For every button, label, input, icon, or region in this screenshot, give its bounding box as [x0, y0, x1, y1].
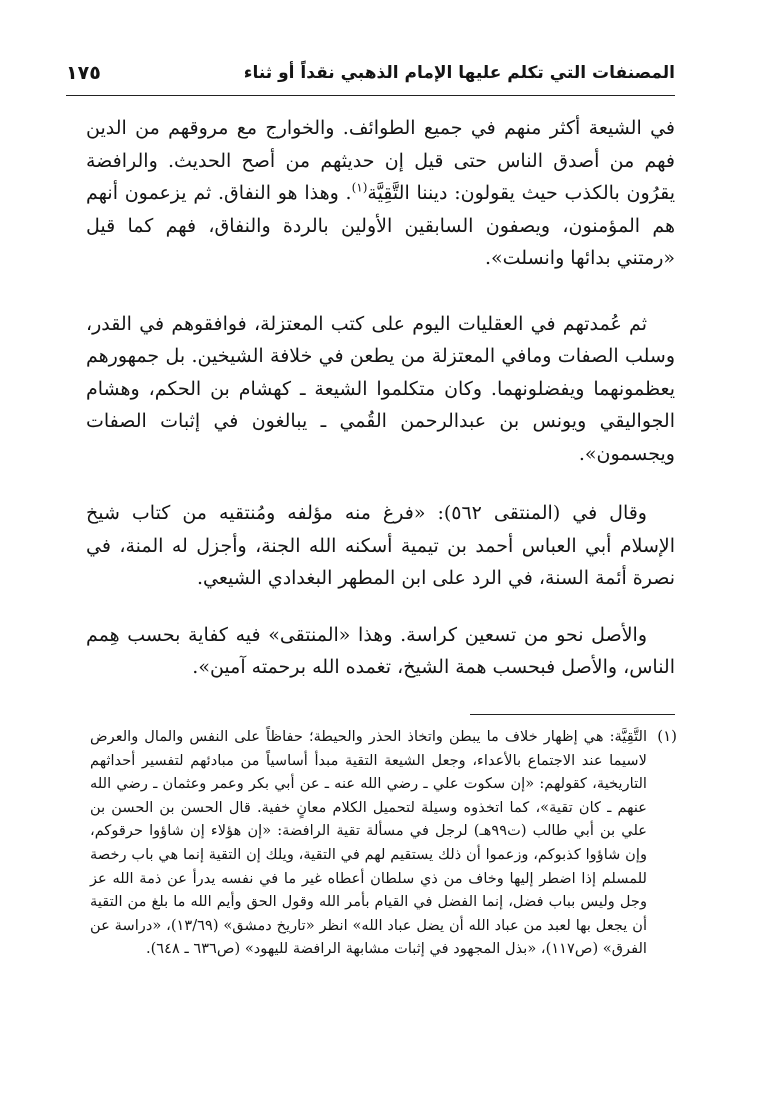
paragraph-1-start: في الشيعة أكثر منهم في جميع الطوائف. والخوارج مع مروقهم من الدين فهم من أصدق الناس حتى قيل إن حديثهم من أصح الحديث. والرافضة يقرُون بالكذب حيث يقولون: ديننا التَّقِيَّة [86, 117, 676, 204]
page-header [66, 60, 675, 90]
running-title: المصنفات التي تكلم عليها الإمام الذهبي نقداً أو ثناء [243, 63, 675, 83]
page-number: ١٧٥ [66, 62, 101, 84]
header-divider [66, 95, 675, 96]
footnote-divider [470, 714, 675, 715]
footnote-1 [90, 725, 677, 961]
paragraph-1 [86, 112, 675, 275]
paragraph-3: وقال في (المنتقى ٥٦٢): «فرغ منه مؤلفه ومُنتقيه من كتاب شيخ الإسلام أبي العباس أحمد بن تيمية أسكنه الله الجنة، وأجزل له المنة، في نصرة أئمة السنة، في الرد على ابن المطهر البغدادي الشيعي. [86, 502, 675, 589]
footnote-text: التَّقِيَّة: هي إظهار خلاف ما يبطن واتخاذ الحذر والحيطة؛ حفاظاً على النفس والمال والعرض لاسيما عند الاجتماع بالأعداء، وجعل الشيعة التقية مبدأ أساسياً من مبادئهم لتفسير أحداثهم التاريخية، كقولهم: «إن سكوت علي ـ رضي الله عنه ـ عن أبي بكر وعمر وعثمان ـ رضي الله عنهم ـ كان تقية»، كما اتخذوه وسيلة لتحميل الكلام معانٍ خفية. قال الحسن بن الحسن بن علي بن أبي طالب (ت٩٩هـ) لرجل في مسألة تقية الرافضة: «إن هؤلاء إن شاؤوا حرقوكم، وإن شاؤوا كذبوكم، وزعموا أن ذلك يستقيم لهم في التقية، ويلك إن التقية إنما هي باب رخصة للمسلم إذا اضطر إليها وخاف من ذي سلطان أعطاه غير ما في نفسه يدرأ عن ذمة الله عز وجل وليس بباب فضل، إنما الفضل في القيام بأمر الله وقول الحق وأيم الله ما بلغ من التقية أن يجعل بها لعبد من عباد الله أن يضل عباد الله» انظر «تاريخ دمشق» (١٣/٦٩)، «دراسة عن الفرق» (ص١١٧)، «بذل المجهود في إثبات مشابهة الرافضة لليهود» (ص٦٣٦ ـ ٦٤٨). [90, 728, 647, 958]
paragraph-2: ثم عُمدتهم في العقليات اليوم على كتب المعتزلة، فوافقوهم في القدر، وسلب الصفات ومافي المعتزلة من يطعن في خلافة الشيخين. بل جمهورهم يعظمونهما ويفضلونهما. وكان متكلموا الشيعة ـ كهشام بن الحكم، وهشام الجواليقي ويونس بن عبدالرحمن القُمي ـ يبالغون في إثبات الصفات ويجسمون». [86, 312, 675, 465]
footnote-reference-1[interactable]: (١) [351, 180, 368, 195]
main-text [86, 112, 675, 710]
footnote-number: (١) [657, 727, 677, 745]
paragraph-1-end: . وهذا هو النفاق. ثم يزعمون أنهم هم المؤمنون، ويصفون السابقين الأولين بالردة والنفاق، فهم كما قيل «رمتني بدائها وانسلت». [86, 182, 675, 269]
paragraph-4: والأصل نحو من تسعين كراسة. وهذا «المنتقى» فيه كفاية بحسب هِمم الناس، والأصل فبحسب همة الشيخ، تغمده الله برحمته آمين». [86, 623, 675, 678]
